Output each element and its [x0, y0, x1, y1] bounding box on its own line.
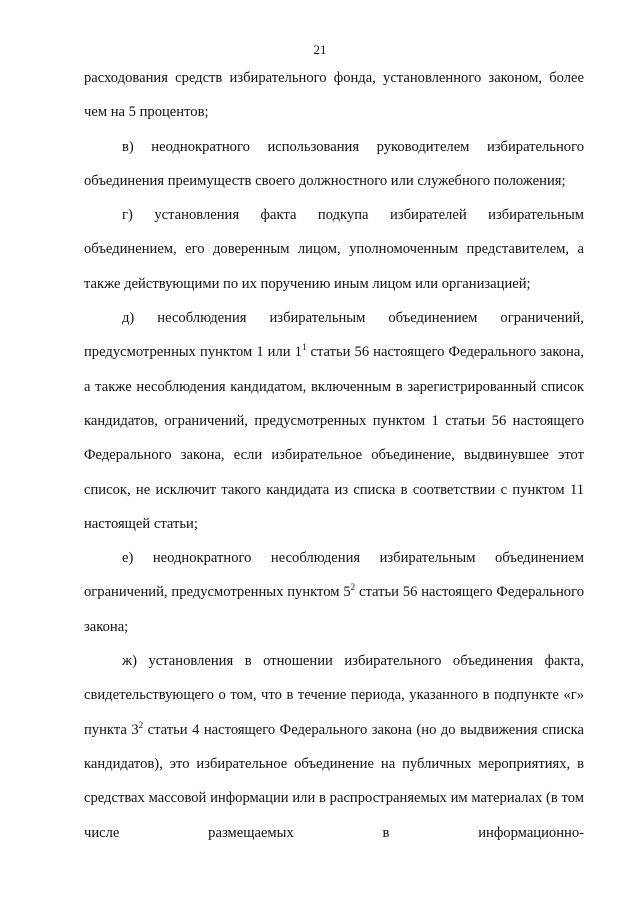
- paragraph-text: расходования средств избирательного фонда, установленного законом, более чем на 5 процентов;: [84, 70, 584, 121]
- paragraph-item-d: [84, 301, 584, 541]
- page-number: 21: [313, 42, 327, 57]
- paragraph-item-g: [84, 198, 584, 301]
- paragraph-text: г) установления факта подкупа избирателей избирательным объединением, его доверенным лицом, уполномоченным представителем, а также действующими по их поручению иным лицом или организацией;: [84, 207, 584, 292]
- paragraph-text: статьи 4 настоящего Федерального закона (но до выдвижения списка кандидатов), это избирательное объединение на публичных мероприятиях, в средствах массовой информации или в распространяемых им материалах (в том числе размещаемых в информационно-: [84, 721, 584, 841]
- paragraph-text: в) неоднократного использования руководителем избирательного объединения преимуществ своего должностного или служебного положения;: [84, 138, 584, 189]
- superscript: 2: [138, 719, 144, 730]
- paragraph-item-e: [84, 541, 584, 644]
- paragraph-continuation: [84, 61, 584, 130]
- document-body: [84, 61, 584, 850]
- paragraph-text: ж) установления в отношении избирательного объединения факта, свидетельствующего о том, что в течение периода, указанного в подпункте «г» пункта 3: [84, 653, 584, 738]
- superscript: 1: [301, 342, 307, 353]
- paragraph-text: статьи 56 настоящего Федерального закона;: [84, 584, 584, 635]
- paragraph-text: д) несоблюдения избирательным объединением ограничений, предусмотренных пунктом 1 или 1: [84, 310, 584, 361]
- paragraph-item-v: [84, 130, 584, 199]
- superscript: 2: [350, 582, 356, 593]
- paragraph-item-zh: [84, 644, 584, 850]
- paragraph-text: е) неоднократного несоблюдения избирательным объединением ограничений, предусмотренных пунктом 5: [84, 550, 584, 601]
- paragraph-text: статьи 56 настоящего Федерального закона, а также несоблюдения кандидатом, включенным в зарегистрированный список кандидатов, ограничений, предусмотренных пунктом 1 статьи 56 настоящего Федерального закона, если избирательное объединение, выдвинувшее этот список, не исключит такого кандидата из списка в соответствии с пунктом 11 настоящей статьи;: [84, 344, 584, 532]
